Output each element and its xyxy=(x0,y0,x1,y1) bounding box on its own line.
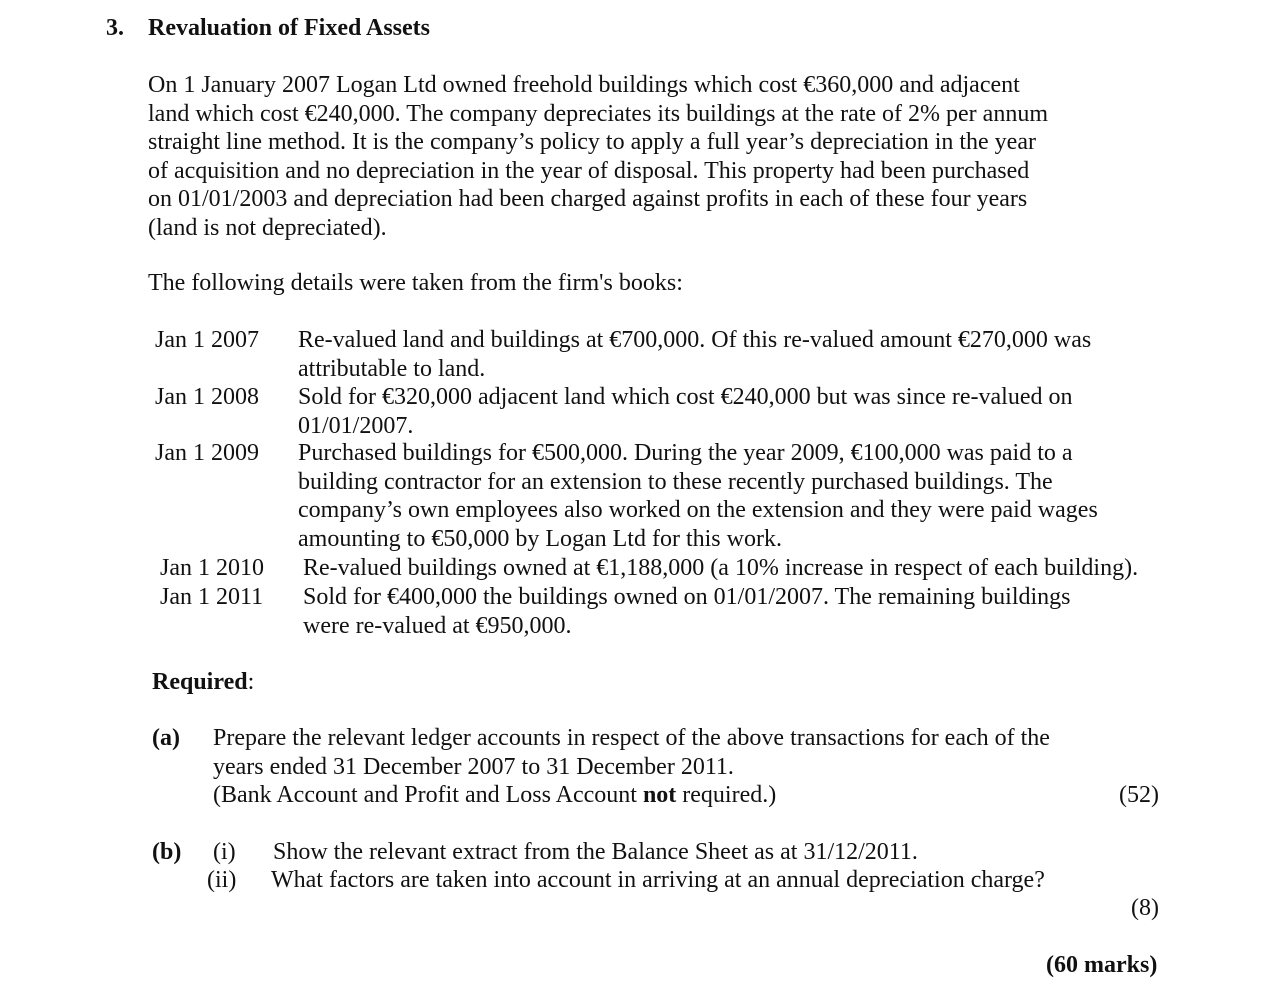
event-line: Re-valued buildings owned at €1,188,000 (a 10% increase in respect of each building). xyxy=(303,555,1139,581)
event-line: 01/01/2007. xyxy=(298,412,414,439)
intro-line: of acquisition and no depreciation in the year of disposal. This property had been purchased xyxy=(148,157,1030,184)
part-a-line3-pre: (Bank Account and Profit and Loss Account xyxy=(213,782,643,808)
event-line: amounting to €50,000 by Logan Ltd for this work. xyxy=(298,525,782,552)
part-b-i-number: (i) xyxy=(213,839,236,865)
part-a-marks: (52) xyxy=(1119,782,1159,808)
event-description xyxy=(298,326,1091,383)
event-description xyxy=(303,554,1138,583)
event-line: building contractor for an extension to these recently purchased buildings. The xyxy=(298,468,1053,495)
intro-line: on 01/01/2003 and depreciation had been charged against profits in each of these four years xyxy=(148,186,1028,212)
question-number: 3. xyxy=(106,15,124,41)
part-a-line xyxy=(213,781,1050,810)
required-heading xyxy=(152,668,254,697)
event-description xyxy=(303,583,1071,640)
part-a-label: (a) xyxy=(152,725,180,751)
part-b-i-text: Show the relevant extract from the Balance Sheet as at 31/12/2011. xyxy=(273,839,918,865)
intro-line: (land is not depreciated). xyxy=(148,214,387,241)
part-a-line3-bold: not xyxy=(642,782,677,808)
event-line: Sold for €400,000 the buildings owned on 01/01/2007. The remaining buildings xyxy=(303,584,1071,610)
part-a-line: Prepare the relevant ledger accounts in respect of the above transactions for each of the xyxy=(213,725,1050,751)
event-description xyxy=(298,383,1073,440)
following-details-text: The following details were taken from the firm's books: xyxy=(148,270,683,296)
part-a-text xyxy=(213,724,1050,810)
intro-paragraph xyxy=(148,71,1088,242)
event-date: Jan 1 2010 xyxy=(160,555,264,581)
event-date: Jan 1 2008 xyxy=(155,384,259,410)
question-title: Revaluation of Fixed Assets xyxy=(148,15,430,41)
event-line: were re-valued at €950,000. xyxy=(303,612,572,639)
required-colon: : xyxy=(247,669,255,695)
intro-line: straight line method. It is the company’s policy to apply a full year’s depreciation in the year xyxy=(148,129,1036,155)
part-a-line3-post: required.) xyxy=(676,782,777,808)
event-line: attributable to land. xyxy=(298,355,486,382)
event-date: Jan 1 2007 xyxy=(155,327,259,353)
intro-line: land which cost €240,000. The company depreciates its buildings at the rate of 2% per annum xyxy=(148,100,1048,127)
event-line: company’s own employees also worked on the extension and they were paid wages xyxy=(298,497,1098,523)
intro-line: On 1 January 2007 Logan Ltd owned freehold buildings which cost €360,000 and adjacent xyxy=(148,72,1020,98)
event-description xyxy=(298,439,1098,553)
part-b-ii-text: What factors are taken into account in arriving at an annual depreciation charge? xyxy=(271,867,1045,893)
event-line: Sold for €320,000 adjacent land which cost €240,000 but was since re-valued on xyxy=(298,384,1073,410)
event-line: Purchased buildings for €500,000. During the year 2009, €100,000 was paid to a xyxy=(298,440,1073,466)
required-label: Required xyxy=(152,669,248,695)
part-b-ii-number: (ii) xyxy=(207,867,237,893)
part-a-line: years ended 31 December 2007 to 31 December 2011. xyxy=(213,753,734,780)
event-line: Re-valued land and buildings at €700,000. Of this re-valued amount €270,000 was xyxy=(298,327,1092,353)
part-b-label: (b) xyxy=(152,839,182,865)
event-date: Jan 1 2011 xyxy=(160,584,264,610)
total-marks: (60 marks) xyxy=(1046,952,1158,978)
event-date: Jan 1 2009 xyxy=(155,440,259,466)
part-b-marks: (8) xyxy=(1131,895,1159,921)
